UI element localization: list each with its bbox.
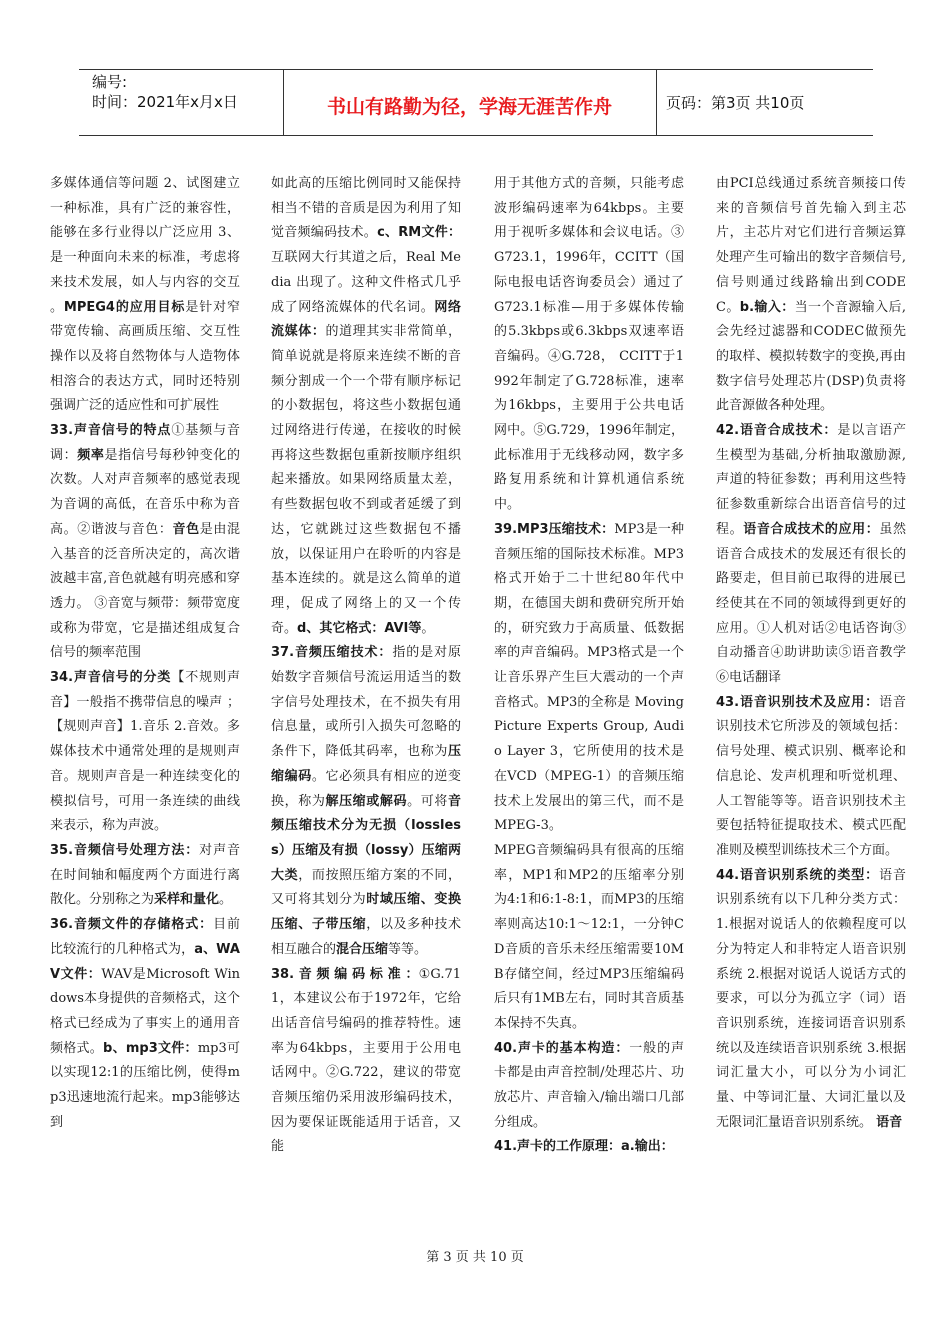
- bold-term: a、WAV文件：: [50, 941, 240, 982]
- text-column-3: [494, 172, 684, 1160]
- bold-term: 33.声音信号的特点: [50, 423, 172, 439]
- bold-term: 41.声卡的工作原理：a.输出：: [494, 1139, 674, 1155]
- body-text: 。它必须具有相应的逆变换，称为: [271, 768, 461, 809]
- body-text: 由PCI总线通过系统音频接口传来的音频信号首先输入到主芯片，主芯片对它们进行音频运算处理产生可输出的数字音频信号,信号则通过线路输出到CODEC。: [716, 176, 906, 315]
- text-column-2: [271, 172, 461, 1160]
- bold-term: 44.语音识别系统的类型：: [716, 867, 880, 883]
- bold-term: 网络流媒体：: [271, 299, 461, 340]
- body-text: 互联网大行其道之后，Real Media 出现了。这种文件格式几乎成了网络流媒体的代名词。: [271, 250, 461, 315]
- bold-term: 35.音频信号处理方法：: [50, 842, 200, 858]
- bold-term: 压缩编码: [271, 744, 461, 784]
- body-text: 。可将: [407, 793, 448, 809]
- bold-term: 36.音频文件的存储格式：: [50, 917, 214, 933]
- body-text: ，以及多种技术相互融合的: [271, 917, 461, 957]
- body-text: MPEG音频编码具有很高的压缩率，MP1和MP2的压缩率分别为4:1和6:1-8:1，而MP3的压缩率则高达10:1～12:1，一分钟CD音质的音乐未经压缩需要10MB存储空间，经过MP3压缩编码后只有1MB左右，同时其音质基本保持不失真。: [494, 842, 684, 1031]
- header-rule-bottom: [79, 135, 873, 136]
- bold-term: 40.声卡的基本构造：: [494, 1040, 630, 1056]
- text-column-1: [50, 172, 240, 1135]
- bold-term: 音色: [172, 521, 200, 537]
- document-number: 编号:: [92, 73, 128, 91]
- header-meta: [92, 72, 238, 112]
- body-text: 语音识别系统有以下几种分类方式： 1.根据对说话人的依赖程度可以分为特定人和非特定人语音识别系统 2.根据对说话人说话方式的要求，可以分为孤立字（词）语音识别系统，连接词语音识别系统以及连续语音识别系统 3.根据词汇量大小，可以分为小词汇量、中等词汇量、大词汇量以及无限词汇量语音识别系统。: [716, 867, 906, 1130]
- bold-term: 语音合成技术的应用：: [743, 521, 880, 537]
- body-text: 指的是对原始数字音频信号流运用适当的数字信号处理技术，在不损失有用信息量，或所引入损失可忽略的条件下，降低其码率，也称为: [271, 645, 461, 760]
- bold-term: b.输入：: [739, 299, 795, 315]
- body-text: 虽然语音合成技术的发展还有很长的路要走，但目前已取得的进展已经使其在不同的领域得到更好的应用。①人机对话②电话咨询③自动播音④助讲助读⑤语音教学⑥电话翻译: [716, 521, 906, 686]
- bold-term: 语音: [876, 1114, 903, 1130]
- bold-term: 43.语音识别技术及应用：: [716, 694, 880, 710]
- body-text: 当一个音源输入后,会先经过滤器和CODEC做预先的取样、模拟转数字的变换,再由数字信号处理芯片(DSP)负责将此音源做各种处理。: [716, 299, 907, 414]
- body-text: 一般的声卡都是由声音控制/处理芯片、功放芯片、声音输入/输出端口几部分组成。: [494, 1040, 684, 1130]
- body-text: 对声音在时间轴和幅度两个方面进行离散化。分别称之为: [50, 842, 240, 908]
- bold-term: MPEG4的应用目标: [63, 299, 186, 315]
- body-text: mp3可以实现12:1的压缩比例，使得mp3迅速地流行起来。mp3能够达到: [50, 1040, 240, 1130]
- bold-term: d、其它格式：AVI等: [297, 620, 422, 636]
- bold-term: 42.语音合成技术：: [716, 423, 838, 439]
- bold-term: 音频压缩技术分为无损（lossless）压缩及有损（lossy）压缩两大类: [271, 793, 461, 883]
- body-text: ①基频与音调：: [50, 423, 240, 463]
- document-time: 时间：2021年x月x日: [92, 93, 238, 111]
- header-divider: [656, 69, 657, 135]
- header-rule-top: [79, 69, 873, 70]
- body-text: 等等。: [388, 941, 428, 957]
- text-column-4: [716, 172, 906, 1135]
- body-text: 是由混入基音的泛音所决定的，高次谐波越丰富,音色就越有明亮感和穿透力。 ③音宽与频带：频带宽度或称为带宽，它是描述组成复合信号的频率范围: [50, 521, 240, 661]
- bold-term: 解压缩或解码: [325, 793, 408, 809]
- bold-term: 采样和量化: [154, 892, 220, 908]
- bold-term: 时域压缩、变换压缩、子带压缩: [271, 892, 461, 933]
- body-text: 是以言语产生模型为基础,分析抽取激励源,声道的特征参数；再利用这些特征参数重新综合出语音信号的过程。: [716, 423, 906, 537]
- body-text: 。: [421, 620, 435, 636]
- body-text: ，而按照压缩方案的不同，又可将其划分为: [271, 867, 461, 908]
- bold-term: 39.MP3压缩技术：: [494, 521, 615, 537]
- body-text: 的道理其实非常简单，简单说就是将原来连续不断的音频分割成一个一个带有顺序标记的小数据包，将这些小数据包通过网络进行传递，在接收的时候再将这些数据包重新按顺序组织起来播放。如果网络质量太差，有些数据包收不到或者延缓了到达，它就跳过这些数据包不播放，以保证用户在聆听的内容是基本连续的。就是这么简单的道理，促成了网络上的又一个传奇。: [271, 324, 461, 636]
- body-text: 多媒体通信等问题 2、试图建立一种标准，具有广泛的兼容性，能够在多行业得以广泛应用 3、是一种面向未来的标准，考虑将来技术发展，如人与内容的交互 。: [50, 176, 240, 315]
- bold-term: c、RM文件：: [377, 225, 461, 241]
- body-text: MP3是一种音频压缩的国际技术标准。MP3格式开始于二十世纪80年代中期，在德国夫朗和费研究所开始的，研究致力于高质量、低数据率的声音编码。MP3格式是一个让音乐界产生巨大震动的一个声音格式。MP3的全称是 Moving Picture Experts Group, Audio Layer 3，它所使用的技术是在VCD（MPEG-1）的音频压缩技术上发展出的第三代，而不是MPEG-3。: [494, 521, 684, 834]
- body-text: 。: [219, 892, 233, 908]
- bold-term: 混合压缩: [336, 941, 389, 957]
- page-footer: 第 3 页 共 10 页: [426, 1250, 524, 1265]
- header-motto: 书山有路勤为径，学海无涯苦作舟: [326, 96, 612, 118]
- bold-term: 频率: [77, 447, 105, 463]
- bold-term: 37.音频压缩技术：: [271, 645, 393, 661]
- body-text: 如此高的压缩比例同时又能保持相当不错的音质是因为利用了知觉音频编码技术。: [271, 176, 461, 241]
- body-text: 【不规则声音】一般指不携带信息的噪声 ；【规则声音】1.音乐 2.音效。多媒体技术中通常处理的是规则声音。规则声音是一种连续变化的模拟信号，可用一条连续的曲线来表示，称为声波。: [50, 670, 240, 834]
- body-text: 是指信号每秒钟变化的次数。人对声音频率的感觉表现为音调的高低，在音乐中称为音高。②谐波与音色：: [50, 447, 240, 537]
- bold-term: 38. 音 频 编 码 标 准 ：: [271, 966, 419, 982]
- header-page-number: 页码：第3页 共10页: [666, 94, 805, 112]
- body-text: ①G.711，本建议公布于1972年，它给出话音信号编码的推荐特性。速率为64kbps，主要用于公用电话网中。②G.722，建议的带宽音频压缩仍采用波形编码技术，因为要保证既能适用于话音，又能: [271, 966, 461, 1155]
- body-text: 语音识别技术它所涉及的领域包括：信号处理、模式识别、概率论和信息论、发声机理和听觉机理、人工智能等等。语音识别技术主要包括特征提取技术、模式匹配准则及模型训练技术三个方面。: [716, 694, 906, 858]
- body-text: WAV是Microsoft Windows本身提供的音频格式，这个格式已经成为了事实上的通用音频格式。: [50, 966, 241, 1056]
- body-text: 目前比较流行的几种格式为，: [50, 917, 240, 957]
- bold-term: 34.声音信号的分类: [50, 670, 172, 686]
- body-text: 是针对窄带宽传输、高画质压缩、交互性操作以及将自然物体与人造物体相溶合的表达方式，同时还特别强调广泛的适应性和可扩展性: [50, 299, 240, 414]
- body-text: 用于其他方式的音频，只能考虑波形编码速率为64kbps。主要用于视听多媒体和会议电话。③G723.1，1996年，CCITT（国际电报电话咨询委员会）通过了G723.1标准—用于多媒体传输的5.3kbps或6.3kbps双速率语音编码。④G.728， CCITT于1992年制定了G.728标准，速率为16kbps，主要用于公共电话网中。⑤G.729，1996年制定，此标准用于无线移动网，数字多路复用系统和计算机通信系统中。: [494, 176, 684, 513]
- bold-term: b、mp3文件：: [103, 1040, 198, 1056]
